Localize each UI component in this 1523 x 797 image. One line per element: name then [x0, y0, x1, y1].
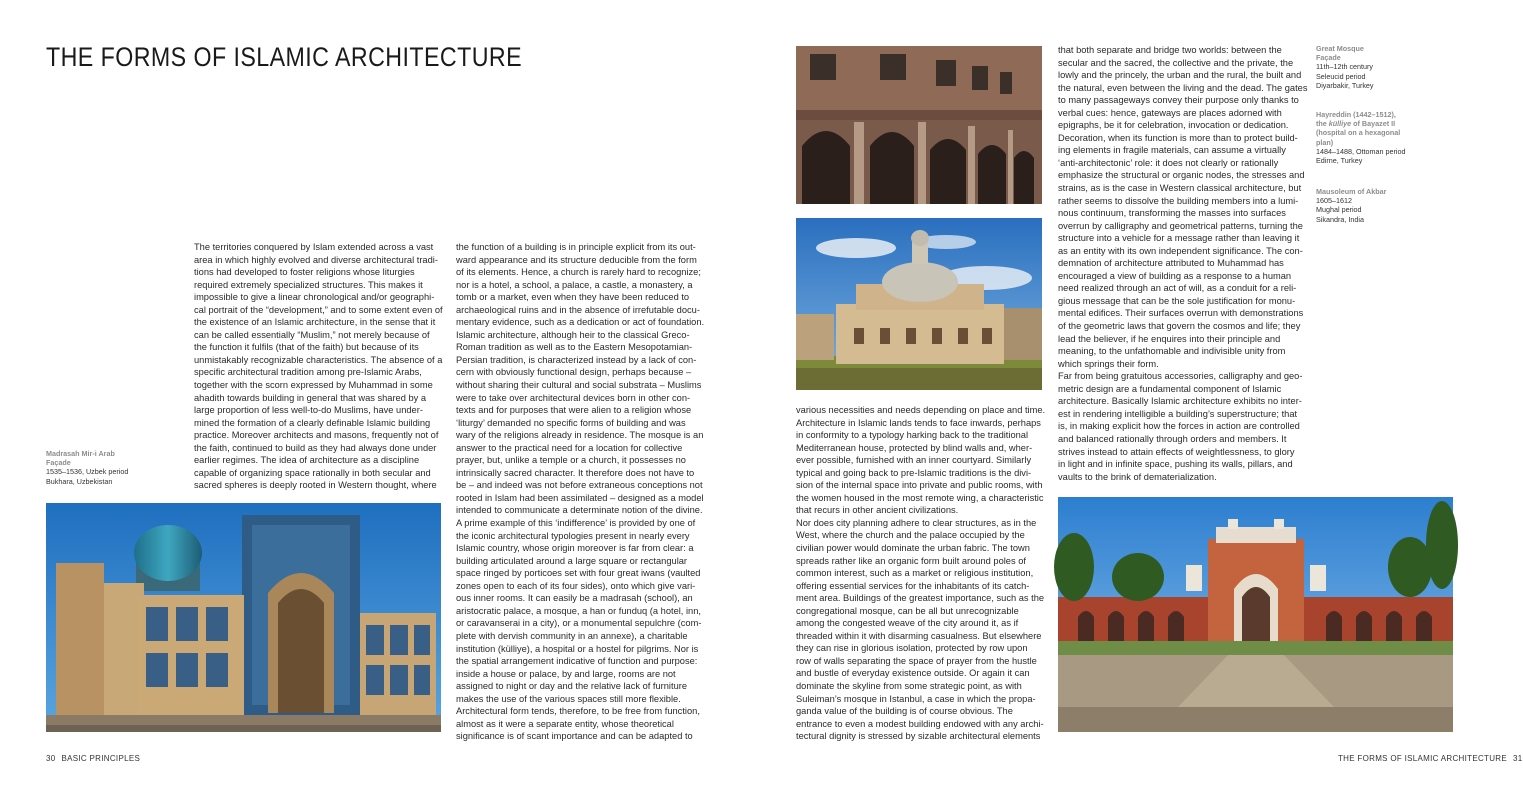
- caption-place: Diyarbakir, Turkey: [1316, 80, 1374, 90]
- caption-title: Mausoleum of Akbar: [1316, 187, 1387, 196]
- caption-subtitle: Façade: [46, 458, 71, 468]
- folio-left: [46, 754, 140, 763]
- page-number-left: 30: [46, 754, 56, 763]
- photo-great-mosque: [796, 46, 1042, 204]
- caption-great-mosque: [1316, 44, 1446, 90]
- caption-place: Bukhara, Uzbekistan: [46, 476, 113, 486]
- caption-subtitle: Façade: [1316, 53, 1341, 63]
- caption-hayreddin: [1316, 110, 1446, 165]
- page-number-right: 31: [1513, 754, 1523, 763]
- text-column-2: [456, 241, 712, 742]
- caption-title-line-4: plan): [1316, 137, 1334, 147]
- body-text-4: that both separate and bridge two worlds: between the secular and the sacred, the collective and the private, the lowly and the princely, the urban and the rural, the built and the natural, even between the living and the dead. The gates to many passageways convey their purpose only thanks to verbal cues: hence, gateways are places adorned with epigraphs, be it for celebration, invocation or dedication. Decoration, when its function is more than to protect build- ing elements in fragile materials, can assume a virtually ‘anti-architectonic’ role: it does not clearly or rationally emphasize the structural or organic nodes, the stresses and strains, as is the case in Western classical architecture, but rather seems to dissolve the building members into a lumi- nous continuum, transforming the masses into surfaces overrun by calligraphy and geometrical patterns, turning the structure into a vehicle for a message rather than leaving it as an entity with its own independent significance. The con- demnation of architecture attributed to Muhammad has encouraged a view of building as a response to a human need realized through an act of will, as a conduit for a reli- gious message that can be the sole justification for monu- mental edifices. Their surfaces overrun with demonstrations of the geometric laws that govern the cosmos and life; they lead the believer, if he enquires into their principle and meaning, to the unfathomable and indivisible unity from which springs their form. Far from being gratuitous accessories, calligraphy and geo- metric design are a fundamental component of Islamic architecture. Basically Islamic architecture exhibits no inter- est in rendering intelligible a building’s superstructure; that is, in making explicit how the forces in action are controlled and balanced rationally through orders and members. It strives instead to attain effects of weightlessness, to glory in light and in infinite space, pushing its walls, pillars, and vaults to the brink of dematerialization.: [1058, 45, 1308, 482]
- caption-title: Hayreddin (1442–1512),: [1316, 110, 1396, 119]
- caption-date: 1484–1488, Ottoman period: [1316, 146, 1406, 156]
- body-text-1: The territories conquered by Islam extended across a vast area in which highly evolved and diverse architectural tradi- tions had developed to foster religions whose liturgies required extremely specialized structures. This makes it impossible to give a linear chronological and/or geographi- cal portrait of the “development,” and to some extent even of the existence of an Islamic architecture, in the sense that it can be called essentially “Muslim,” not merely because of the function it fulfils (that of the faith) but because of its unmistakably recognizable characteristics. The absence of a specific architectural tradition among pre-Islamic Arabs, together with the scorn expressed by Muhammad in some ahadith towards building in general that was shared by a large proportion of less well-to-do Muslims, have under- mined the formation of a clearly definable Islamic building practice. Moreover architects and masons, frequently not of the faith, continued to build as they had always done under earlier regimes. The idea of architecture as a discipline capable of organizing space rationally in both secular and sacred spheres is deeply rooted in Western thought, where: [194, 242, 443, 491]
- text-column-4: [1058, 44, 1308, 480]
- text-column-1: [194, 241, 448, 493]
- text-column-3: [796, 404, 1046, 742]
- caption-title-line-3: (hospital on a hexagonal: [1316, 128, 1401, 138]
- folio-right: [1338, 754, 1523, 763]
- photo-madrasah-mir-i-arab: [46, 503, 441, 732]
- caption-mausoleum-akbar: [1316, 187, 1446, 224]
- caption-title-line-2: the külliye of Bayazet II: [1316, 119, 1396, 129]
- page-title: THE FORMS OF ISLAMIC ARCHITECTURE: [46, 42, 523, 72]
- body-text-3: various necessities and needs depending on place and time. Architecture in Islamic lands tends to face inwards, perhaps in conformity to a typology harking back to the traditional Mediterranean house, protected by blind walls and, wher- ever possible, furnished with an inner courtyard. Similarly typical and going back to pre-Islamic traditions is the divi- sion of the internal space into private and public rooms, with the women housed in the most remote wing, a characteristic that recurs in other ancient civilizations. Nor does city planning adhere to clear structures, as in the West, where the church and the palace occupied by the civilian power would dominate the urban fabric. The town spreads rather like an organic form built around poles of common interest, such as a market or religious institution, offering essential services for the inhabitants of its catch- ment area. Buildings of the greatest importance, such as the congregational mosque, can be all but unrecognizable among the congested weave of the city around it, as if threaded within it with disarming casualness. But elsewhere they can rise in glorious isolation, protected by row upon row of walls separating the space of prayer from the hustle and bustle of everyday existence outside. Or again it can dominate the skyline from some strategic point, as with Suleiman’s mosque in Istanbul, a case in which the propa- ganda value of the building is of course obvious. The entrance to even a modest building endowed with any archi- tectural dignity is stressed by sizable architectural elements: [796, 405, 1046, 742]
- caption-period: Mughal period: [1316, 205, 1362, 215]
- photo-mausoleum-of-akbar: [1058, 497, 1453, 732]
- caption-date: 1535–1536, Uzbek period: [46, 467, 129, 477]
- caption-place: Edirne, Turkey: [1316, 156, 1363, 166]
- body-text-2: the function of a building is in principle explicit from its out- ward appearance and its structure deducible from the form of its elements. Hence, a church is rarely hard to recognize; nor is a hotel, a school, a palace, a castle, a monastery, a tomb or a market, even when they have been reduced to archaeological ruins and in the absence of irrefutable docu- mentary evidence, such as a dedication or act of foundation. Islamic architecture, although heir to the classical Greco- Roman tradition as well as to the Eastern Mesopotamian- Persian tradition, is characterized instead by a lack of con- cern with obviously functional design, perhaps because – without sharing their cultural and social substrata – Muslims were to take over architectural devices born in other con- texts and for purposes that were alien to a religion whose ‘liturgy’ demanded no specific forms of building and was wary of the religions already in residence. The mosque is an answer to the practical need for a location for collective prayer, but, unlike a temple or a church, it possesses no intrinsically sacred character. It therefore does not have to be – and indeed was not before extraneous conceptions not rooted in Islam had been assimilated – designed as a model intended to communicate a determinate notion of the divine. A prime example of this ‘indifference’ is provided by one of the iconic architectural typologies present in nearly every Islamic country, whose origin moreover is far from clear: a building articulated around a large square or rectangular space ringed by porticoes set with four great iwans (vaulted zones open to each of its four sides), onto which give vari- ous inner rooms. It can easily be a madrasah (school), an aristocratic palace, a mosque, a han or funduq (a hotel, inn, or caravanserai in a city), or a monumental sepulchre (com- plete with dervish community in an annexe), a charitable institution (külliye), a hospital or a hostel for pilgrims. Nor is the spatial arrangement indicative of function and purpose: inside a house or palace, by and large, rooms are not assigned to night or day and the relative lack of furniture makes the use of the various spaces still more flexible. Architectural form tends, therefore, to be free from function, almost as it were a separate entity, whose theoretical significance is of scant importance and can be adapted to: [456, 242, 705, 742]
- caption-title: Madrasah Mir-i Arab: [46, 449, 115, 458]
- photo-kulliye-bayazet: [796, 218, 1042, 390]
- caption-title: Great Mosque: [1316, 44, 1364, 53]
- caption-date: 11th–12th century: [1316, 62, 1374, 72]
- caption-date: 1605–1612: [1316, 196, 1352, 206]
- running-head-left: BASIC PRINCIPLES: [61, 754, 141, 763]
- caption-madrasah: [46, 449, 186, 486]
- running-head-right: THE FORMS OF ISLAMIC ARCHITECTURE: [1338, 754, 1508, 763]
- caption-period: Seleucid period: [1316, 71, 1366, 81]
- caption-place: Sikandra, India: [1316, 214, 1364, 224]
